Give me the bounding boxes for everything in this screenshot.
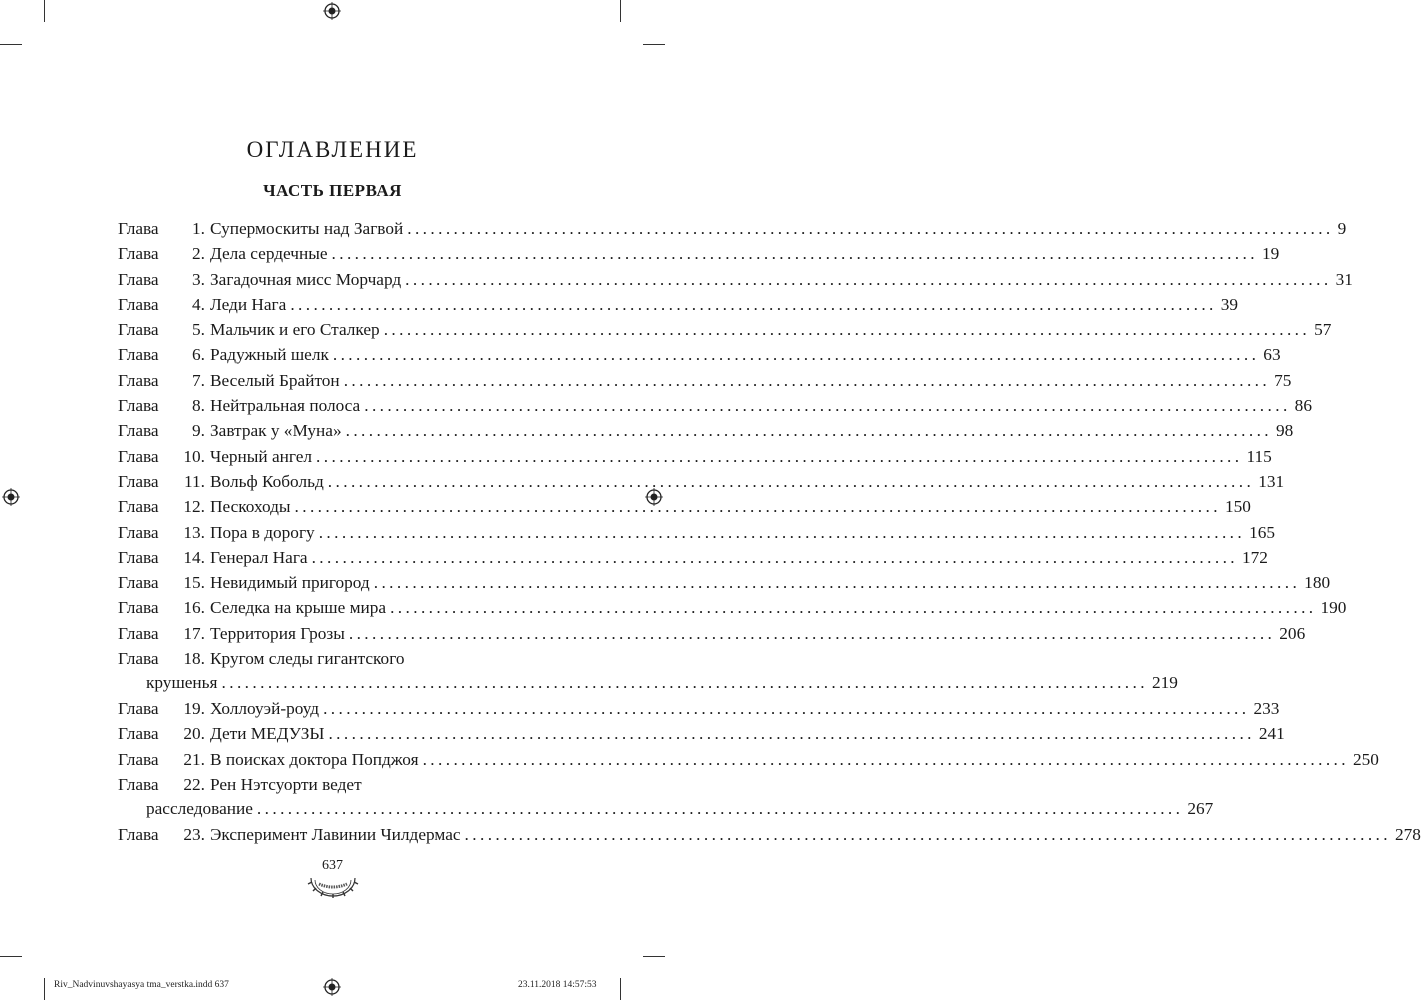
chapter-page: 241 [1258, 724, 1285, 744]
chapter-number: 22. [183, 774, 205, 794]
chapter-number: 6. [192, 345, 205, 365]
chapter-number: 18. [183, 649, 205, 669]
chapter-page: 98 [1276, 421, 1294, 441]
slug-timestamp: 23.11.2018 14:57:53 [518, 980, 597, 990]
leader-dots: ........................................................................................................................ [407, 219, 1334, 238]
chapter-page: 267 [1187, 799, 1214, 819]
leader-dots: ........................................................................................................................ [331, 244, 1258, 264]
chapter-word: Глава [118, 497, 159, 517]
chapter-title: Завтрак у «Муна» [210, 421, 342, 441]
chapter-title: Эксперимент Лавинии Чилдермас [210, 824, 461, 844]
chapter-page: 219 [1151, 673, 1178, 693]
toc-entry [146, 671, 1178, 696]
registration-mark-icon [323, 2, 341, 20]
toc-entry [210, 393, 1312, 418]
crop-mark-top-left [44, 0, 45, 22]
toc-row-continuation [0, 797, 1214, 822]
toc-row [0, 267, 1353, 292]
chapter-number: 19. [183, 698, 205, 718]
toc-entry [210, 342, 1281, 367]
chapter-number: 8. [192, 396, 205, 416]
chapter-word: Глава [118, 724, 159, 744]
chapter-word: Глава [118, 269, 159, 289]
chapter-word: Глава [118, 649, 159, 669]
chapter-word: Глава [118, 623, 159, 643]
chapter-word: Глава [118, 421, 159, 441]
leader-dots: ........................................................................................................................ [328, 724, 1255, 744]
toc-entry [210, 747, 1379, 772]
part-heading: ЧАСТЬ ПЕРВАЯ [263, 181, 402, 200]
chapter-page: 9 [1337, 219, 1347, 238]
chapter-title: Пескоходы [210, 497, 291, 517]
chapter-number: 3. [192, 269, 205, 289]
crop-mark-right-top [643, 44, 665, 45]
slug-file-info: Riv_Nadvinuvshayasya tma_verstka.indd 637 [54, 980, 229, 990]
chapter-title-continuation: крушенья [146, 673, 218, 693]
chapter-number: 14. [183, 547, 205, 567]
leader-dots: ........................................................................................................................ [364, 396, 1291, 416]
chapter-title: Нейтральная полоса [210, 396, 361, 416]
leader-dots: ........................................................................................................................ [323, 698, 1250, 718]
toc-entry [210, 520, 1276, 545]
toc-entry [210, 368, 1292, 393]
leader-dots: ........................................................................................................................ [221, 673, 1148, 693]
chapter-number: 20. [183, 724, 205, 744]
chapter-page: 180 [1304, 573, 1331, 593]
leader-dots: ........................................................................................................................ [345, 421, 1273, 441]
chapter-page: 19 [1261, 244, 1280, 264]
chapter-word: Глава [118, 774, 159, 794]
chapter-word: Глава [118, 320, 159, 340]
toc-entry [210, 772, 530, 797]
toc-entry [210, 469, 1285, 494]
chapter-page: 115 [1246, 446, 1272, 466]
chapter-number: 12. [183, 497, 205, 517]
toc-row [0, 216, 1347, 241]
table-of-contents [0, 216, 1421, 847]
toc-entry [210, 822, 1421, 847]
toc-row [0, 595, 1347, 620]
chapter-number: 9. [192, 421, 205, 441]
toc-entry [210, 444, 1272, 469]
leader-dots: ........................................................................................................................ [390, 598, 1317, 618]
chapter-page: 131 [1258, 471, 1285, 491]
leader-dots: ........................................................................................................................ [422, 749, 1349, 769]
leader-dots: ........................................................................................................................ [311, 547, 1239, 567]
toc-row [0, 570, 1331, 595]
leader-dots: ........................................................................................................................ [290, 294, 1217, 314]
chapter-number: 5. [192, 320, 205, 340]
toc-row [0, 241, 1280, 266]
toc-row [0, 747, 1379, 772]
leader-dots: ........................................................................................................................ [316, 446, 1243, 466]
leader-dots: ........................................................................................................................ [327, 471, 1255, 491]
toc-entry [210, 721, 1285, 746]
leader-dots: ........................................................................................................................ [343, 370, 1271, 390]
chapter-page: 31 [1335, 269, 1353, 289]
chapter-page: 165 [1249, 522, 1276, 542]
toc-row [0, 520, 1276, 545]
chapter-title: Генерал Нага [210, 547, 308, 567]
toc-entry [210, 570, 1331, 595]
crop-mark-bottom-left [44, 978, 45, 1000]
chapter-word: Глава [118, 598, 159, 618]
chapter-word: Глава [118, 345, 159, 365]
toc-entry [210, 216, 1347, 241]
chapter-title-continuation: расследование [146, 799, 253, 819]
toc-row [0, 317, 1332, 342]
chapter-number: 11. [184, 471, 205, 491]
chapter-page: 278 [1394, 824, 1421, 844]
leader-dots: ........................................................................................................................ [348, 623, 1276, 643]
chapter-word: Глава [118, 824, 159, 844]
chapter-page: 150 [1224, 497, 1251, 517]
leader-dots: ........................................................................................................................ [383, 320, 1311, 340]
toc-row [0, 545, 1268, 570]
chapter-word: Глава [118, 446, 159, 466]
toc-entry [210, 621, 1306, 646]
chapter-page: 63 [1263, 345, 1281, 365]
toc-row [0, 494, 1251, 519]
chapter-number: 16. [183, 598, 205, 618]
toc-entry [210, 241, 1280, 266]
toc-row [0, 418, 1294, 443]
chapter-word: Глава [118, 522, 159, 542]
leader-dots: ........................................................................................................................ [464, 824, 1391, 844]
chapter-page: 39 [1220, 294, 1239, 314]
chapter-title: Территория Грозы [210, 623, 345, 643]
chapter-title: Кругом следы гигантского [210, 649, 405, 669]
leader-dots: ........................................................................................................................ [405, 269, 1332, 289]
chapter-word: Глава [118, 547, 159, 567]
chapter-page: 250 [1353, 749, 1379, 769]
toc-row [0, 469, 1285, 494]
toc-row [0, 646, 665, 671]
chapter-title: Веселый Брайтон [210, 370, 340, 390]
toc-entry [210, 267, 1353, 292]
chapter-title: Черный ангел [210, 446, 313, 466]
toc-entry [210, 595, 1347, 620]
crop-mark-left-bottom [0, 956, 22, 957]
chapter-title: Дела сердечные [210, 244, 328, 264]
chapter-number: 7. [192, 370, 205, 390]
toc-row [0, 621, 1306, 646]
chapter-word: Глава [118, 219, 159, 238]
toc-entry [210, 646, 530, 671]
chapter-number: 23. [183, 824, 205, 844]
leader-dots: ........................................................................................................................ [256, 799, 1184, 819]
chapter-title: Холлоуэй-роуд [210, 698, 320, 718]
chapter-title: Загадочная мисс Морчард [210, 269, 402, 289]
registration-mark-icon [323, 978, 341, 996]
toc-entry [146, 797, 1214, 822]
chapter-page: 75 [1274, 370, 1292, 390]
toc-entry [210, 696, 1280, 721]
chapter-word: Глава [118, 396, 159, 416]
chapter-page: 233 [1253, 698, 1280, 718]
chapter-title: Радужный шелк [210, 345, 329, 365]
toc-row [0, 721, 1285, 746]
chapter-number: 10. [183, 446, 205, 466]
leader-dots: ........................................................................................................................ [294, 497, 1221, 517]
chapter-page: 57 [1314, 320, 1332, 340]
page-title: ОГЛАВЛЕНИЕ [246, 137, 419, 163]
chapter-title: Селедка на крыше мира [210, 598, 387, 618]
chapter-number: 4. [192, 294, 205, 314]
chapter-number: 15. [183, 573, 205, 593]
chapter-number: 1. [192, 219, 205, 238]
crop-mark-top-right [620, 0, 621, 22]
chapter-page: 172 [1242, 547, 1268, 567]
toc-entry [210, 545, 1268, 570]
chapter-number: 17. [183, 623, 205, 643]
chapter-title: Дети МЕДУЗЫ [210, 724, 325, 744]
toc-row [0, 444, 1272, 469]
chapter-title: Вольф Кобольд [210, 471, 324, 491]
toc-entry [210, 317, 1332, 342]
chapter-word: Глава [118, 698, 159, 718]
chapter-page: 86 [1294, 396, 1312, 416]
chapter-number: 2. [192, 244, 205, 264]
chapter-title: Рен Нэтсуорти ведет [210, 774, 362, 794]
toc-row [0, 696, 1280, 721]
leader-dots: ........................................................................................................................ [318, 522, 1246, 542]
chapter-title: Пора в дорогу [210, 522, 315, 542]
chapter-word: Глава [118, 370, 159, 390]
chapter-word: Глава [118, 471, 159, 491]
leader-dots: ........................................................................................................................ [373, 573, 1301, 593]
chapter-number: 13. [183, 522, 205, 542]
toc-row [0, 822, 1421, 847]
chapter-page: 190 [1320, 598, 1347, 618]
toc-row [0, 292, 1239, 317]
toc-row [0, 393, 1312, 418]
toc-row-continuation [0, 671, 1178, 696]
crop-mark-bottom-right [620, 978, 621, 1000]
chapter-page: 206 [1279, 623, 1306, 643]
chapter-word: Глава [118, 749, 159, 769]
chapter-title: В поисках доктора Попджоя [210, 749, 419, 769]
chapter-title: Невидимый пригород [210, 573, 370, 593]
toc-entry [210, 494, 1251, 519]
chapter-word: Глава [118, 244, 159, 264]
chapter-title: Мальчик и его Сталкер [210, 320, 380, 340]
leader-dots: ........................................................................................................................ [332, 345, 1260, 365]
toc-row [0, 772, 665, 797]
chapter-title: Леди Нага [210, 294, 287, 314]
toc-row [0, 342, 1281, 367]
chapter-word: Глава [118, 573, 159, 593]
page-number: 637 [322, 858, 343, 873]
toc-entry [210, 292, 1239, 317]
chapter-word: Глава [118, 294, 159, 314]
toc-row [0, 368, 1292, 393]
crop-mark-left-top [0, 44, 22, 45]
crop-mark-right-bottom [643, 956, 665, 957]
toc-entry [210, 418, 1294, 443]
chapter-number: 21. [183, 749, 205, 769]
chapter-title: Супермоскиты над Загвой [210, 219, 404, 238]
